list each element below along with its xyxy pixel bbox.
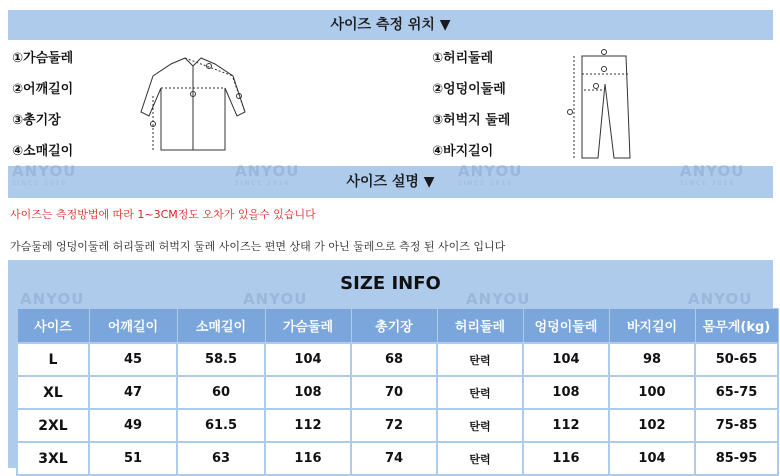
table-cell: 104 bbox=[609, 442, 695, 475]
column-header: 총기장 bbox=[351, 309, 437, 344]
column-header: 바지길이 bbox=[609, 309, 695, 344]
table-cell: 탄력 bbox=[437, 343, 523, 376]
watermark-logo: ANYOU SINCE 2016 bbox=[12, 162, 77, 187]
watermark-logo: ANYOU SINCE 2016 bbox=[458, 162, 523, 187]
top-measure-item: ④소매길이 bbox=[12, 144, 74, 159]
table-row bbox=[17, 376, 778, 409]
table-cell: 75-85 bbox=[695, 409, 778, 442]
top-measure-item: ②어깨길이 bbox=[12, 82, 74, 97]
top-measure-list bbox=[12, 43, 73, 167]
table-cell: 112 bbox=[265, 409, 351, 442]
table-cell: 70 bbox=[351, 376, 437, 409]
size-cell: L bbox=[17, 343, 89, 376]
watermark-logo: ANYOU SINCE 2016 bbox=[680, 162, 745, 187]
size-description-header: 사이즈 설명 ▼ bbox=[8, 166, 773, 198]
table-cell: 104 bbox=[523, 343, 609, 376]
measurement-warning: 사이즈는 측정방법에 따라 1~3CM정도 오차가 있을수 있습니다 bbox=[10, 208, 316, 221]
column-header: 사이즈 bbox=[17, 309, 89, 344]
column-header: 어깨길이 bbox=[89, 309, 177, 344]
table-cell: 50-65 bbox=[695, 343, 778, 376]
watermark-logo: ANYOU bbox=[466, 290, 531, 308]
table-cell: 108 bbox=[523, 376, 609, 409]
size-info-panel bbox=[8, 260, 773, 468]
size-cell: 2XL bbox=[17, 409, 89, 442]
size-table bbox=[16, 308, 779, 476]
column-header: 소매길이 bbox=[177, 309, 265, 344]
bottom-measure-list bbox=[432, 43, 510, 167]
column-header: 엉덩이둘레 bbox=[523, 309, 609, 344]
table-cell: 60 bbox=[177, 376, 265, 409]
size-info-title: SIZE INFO bbox=[340, 273, 441, 294]
bottom-measure-item: ①허리둘레 bbox=[432, 51, 494, 66]
table-cell: 100 bbox=[609, 376, 695, 409]
table-cell: 98 bbox=[609, 343, 695, 376]
table-row bbox=[17, 343, 778, 376]
table-row bbox=[17, 409, 778, 442]
pants-diagram bbox=[558, 48, 643, 163]
table-cell: 85-95 bbox=[695, 442, 778, 475]
table-cell: 61.5 bbox=[177, 409, 265, 442]
bottom-measure-item: ③허벅지 둘레 bbox=[432, 113, 511, 128]
circumference-note: 가슴둘레 엉덩이둘레 허리둘레 허벅지 둘레 사이즈는 편면 상태 가 아닌 둘레으로 측정 된 사이즈 입니다 bbox=[10, 240, 506, 253]
top-measure-item: ①가슴둘레 bbox=[12, 51, 74, 66]
top-measure-item: ③총기장 bbox=[12, 113, 61, 128]
table-cell: 45 bbox=[89, 343, 177, 376]
table-row bbox=[17, 442, 778, 475]
table-cell: 108 bbox=[265, 376, 351, 409]
shirt-diagram bbox=[133, 54, 253, 164]
bottom-measure-item: ④바지길이 bbox=[432, 144, 494, 159]
table-header-row bbox=[17, 309, 778, 344]
column-header: 허리둘레 bbox=[437, 309, 523, 344]
watermark-logo: ANYOU SINCE 2016 bbox=[235, 162, 300, 187]
table-cell: 116 bbox=[265, 442, 351, 475]
table-cell: 102 bbox=[609, 409, 695, 442]
measurement-area bbox=[8, 40, 773, 166]
watermark-logo: ANYOU bbox=[243, 290, 308, 308]
table-cell: 47 bbox=[89, 376, 177, 409]
column-header: 몸무게(kg) bbox=[695, 309, 778, 344]
table-cell: 116 bbox=[523, 442, 609, 475]
table-cell: 51 bbox=[89, 442, 177, 475]
table-cell: 58.5 bbox=[177, 343, 265, 376]
table-cell: 탄력 bbox=[437, 376, 523, 409]
table-cell: 65-75 bbox=[695, 376, 778, 409]
measure-position-header: 사이즈 측정 위치 ▼ bbox=[8, 10, 773, 40]
table-cell: 49 bbox=[89, 409, 177, 442]
table-cell: 112 bbox=[523, 409, 609, 442]
table-cell: 68 bbox=[351, 343, 437, 376]
size-cell: 3XL bbox=[17, 442, 89, 475]
table-cell: 74 bbox=[351, 442, 437, 475]
size-cell: XL bbox=[17, 376, 89, 409]
table-cell: 탄력 bbox=[437, 442, 523, 475]
table-cell: 72 bbox=[351, 409, 437, 442]
table-cell: 104 bbox=[265, 343, 351, 376]
table-cell: 탄력 bbox=[437, 409, 523, 442]
watermark-logo: ANYOU bbox=[688, 290, 753, 308]
bottom-measure-item: ②엉덩이둘레 bbox=[432, 82, 506, 97]
column-header: 가슴둘레 bbox=[265, 309, 351, 344]
watermark-logo: ANYOU bbox=[20, 290, 85, 308]
table-cell: 63 bbox=[177, 442, 265, 475]
